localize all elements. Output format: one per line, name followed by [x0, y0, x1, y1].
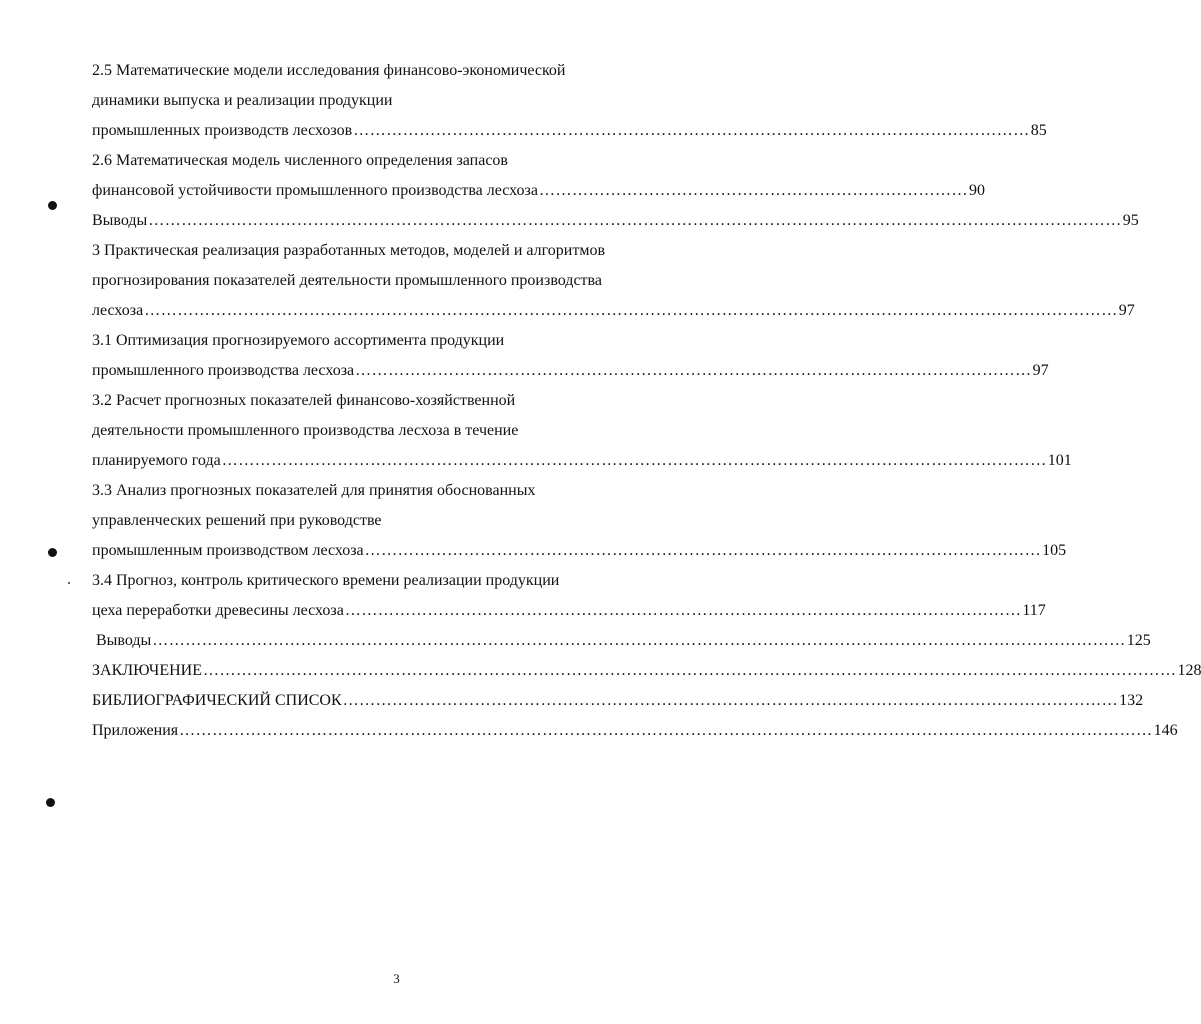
- toc-line: [92, 506, 732, 536]
- scan-speck: [68, 582, 70, 584]
- toc-line-text: 3.1 Оптимизация прогнозируемого ассортимента продукции: [92, 332, 505, 349]
- toc-line: [92, 206, 1139, 236]
- toc-page-number: 101: [1047, 452, 1072, 469]
- toc-line: [92, 86, 732, 116]
- toc-line: [92, 416, 732, 446]
- toc-page-number: 132: [1119, 692, 1144, 709]
- toc-page-number: 85: [1030, 122, 1047, 139]
- toc-leader-dots: ……………………………………………………………………………………………………………………………………………………………: [144, 302, 1118, 319]
- toc-page-number: 125: [1126, 632, 1151, 649]
- punch-hole-mark: [46, 798, 55, 807]
- toc-line: [92, 356, 1049, 386]
- toc-line-text: деятельности промышленного производства лесхоза в течение: [92, 422, 519, 439]
- toc-line-text: планируемого года: [92, 452, 221, 469]
- toc-line-text: управленческих решений при руководстве: [92, 512, 382, 529]
- toc-line-text: динамики выпуска и реализации продукции: [92, 92, 393, 109]
- toc-line: [92, 446, 1072, 476]
- toc-leader-dots: ……………………………………………………………………………………………………………………………………………………………: [179, 722, 1153, 739]
- toc-page-number: 95: [1122, 212, 1139, 229]
- toc-line-text: 3.4 Прогноз, контроль критического времени реализации продукции: [92, 572, 560, 589]
- toc-line: [92, 626, 1151, 656]
- toc-leader-dots: ……………………………………………………………………………………………………………: [364, 542, 1042, 559]
- toc-page-number: 146: [1153, 722, 1178, 739]
- toc-line-text: Выводы: [92, 212, 148, 229]
- toc-line-text: БИБЛИОГРАФИЧЕСКИЙ СПИСОК: [92, 692, 342, 709]
- toc-line: [92, 716, 1178, 746]
- toc-line-text: прогнозирования показателей деятельности промышленного производства: [92, 272, 602, 289]
- toc-page-number: 97: [1032, 362, 1049, 379]
- toc-leader-dots: ……………………………………………………………………………………………………………: [353, 122, 1030, 139]
- toc-page-number: 117: [1022, 602, 1046, 619]
- toc-line: [92, 536, 1067, 566]
- toc-line-text: промышленным производством лесхоза: [92, 542, 364, 559]
- punch-hole-mark: [48, 201, 57, 210]
- toc-line: [92, 656, 1201, 686]
- toc-leader-dots: ……………………………………………………………………………………………………………………………………: [221, 452, 1047, 469]
- toc-line: [92, 176, 985, 206]
- toc-line: [92, 566, 732, 596]
- toc-leader-dots: ……………………………………………………………………………………………………………………………………………………………: [202, 662, 1177, 679]
- toc-line-text: 2.5 Математические модели исследования финансово-экономической: [92, 62, 566, 79]
- toc-line-text: 3 Практическая реализация разработанных методов, моделей и алгоритмов: [92, 242, 606, 259]
- toc-line-text: финансовой устойчивости промышленного производства лесхоза: [92, 182, 538, 199]
- toc-line-text: цеха переработки древесины лесхоза: [92, 602, 344, 619]
- toc-line-text: 3.3 Анализ прогнозных показателей для принятия обоснованных: [92, 482, 536, 499]
- toc-leader-dots: ……………………………………………………………………………………………………………: [344, 602, 1022, 619]
- toc-line: [92, 296, 1135, 326]
- toc-line: [92, 266, 732, 296]
- toc-page-number: 128: [1177, 662, 1201, 679]
- toc-leader-dots: ……………………………………………………………………: [538, 182, 968, 199]
- toc-line: [92, 116, 1047, 146]
- toc-line-text: Выводы: [96, 632, 152, 649]
- page-number: 3: [393, 971, 400, 986]
- toc-line-text: промышленных производств лесхозов: [92, 122, 353, 139]
- toc-line: [92, 236, 732, 266]
- toc-line: [92, 56, 732, 86]
- toc-line-text: лесхоза: [92, 302, 144, 319]
- toc-line-text: Приложения: [92, 722, 179, 739]
- toc-line: [92, 386, 732, 416]
- toc-line-text: 3.2 Расчет прогнозных показателей финансово-хозяйственной: [92, 392, 516, 409]
- toc-leader-dots: ……………………………………………………………………………………………………………………………: [342, 692, 1119, 709]
- toc-leader-dots: ……………………………………………………………………………………………………………………………………………………………: [148, 212, 1122, 229]
- toc-line: [92, 476, 732, 506]
- toc-leader-dots: ……………………………………………………………………………………………………………………………………………………………: [152, 632, 1126, 649]
- toc-page-number: 97: [1118, 302, 1135, 319]
- toc-line: [92, 326, 732, 356]
- toc-leader-dots: ……………………………………………………………………………………………………………: [355, 362, 1032, 379]
- table-of-contents: [92, 56, 1201, 746]
- punch-hole-mark: [48, 548, 57, 557]
- toc-line: [92, 596, 1046, 626]
- toc-line: [92, 146, 732, 176]
- toc-line-text: промышленного производства лесхоза: [92, 362, 355, 379]
- toc-page-number: 105: [1042, 542, 1067, 559]
- toc-page-number: 90: [968, 182, 985, 199]
- toc-line-text: ЗАКЛЮЧЕНИЕ: [92, 662, 202, 679]
- toc-line: [92, 686, 1144, 716]
- toc-line-text: 2.6 Математическая модель численного определения запасов: [92, 152, 508, 169]
